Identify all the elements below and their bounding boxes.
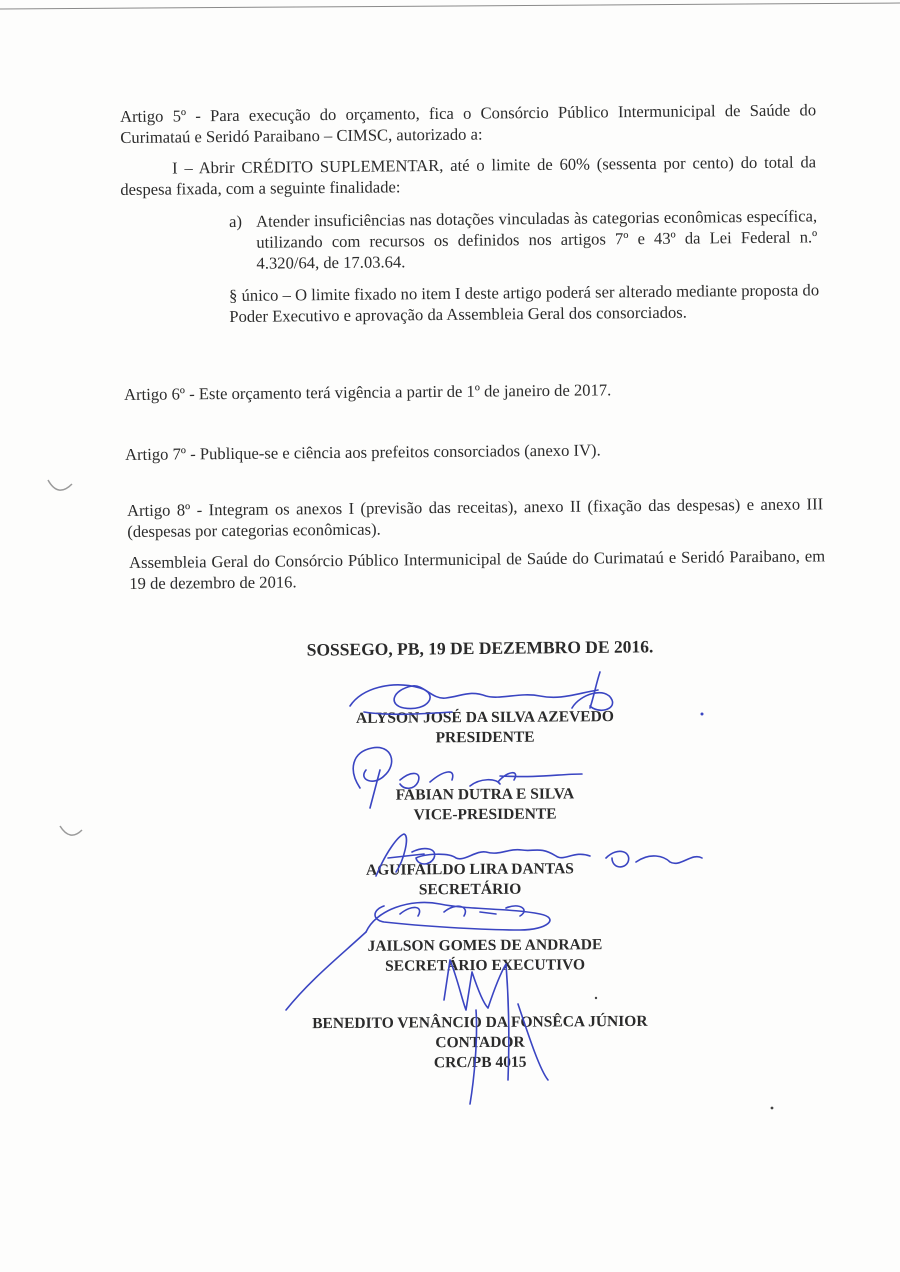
signatory-role: SECRETÁRIO EXECUTIVO: [385, 956, 586, 975]
signatory-role: VICE-PRESIDENTE: [413, 805, 557, 824]
signatory-name: ALYSON JOSÉ DA SILVA AZEVEDO: [355, 708, 614, 727]
signature-block-president: [320, 707, 650, 749]
signature-block-vice-president: [320, 784, 650, 826]
signature-president: [350, 672, 613, 710]
signatory-role: CONTADOR: [435, 1033, 525, 1052]
ink-dot: [771, 1107, 774, 1110]
artigo-5-intro: Artigo 5º - Para execução do orçamento, fica o Consórcio Público Intermunicipal de Saúde do Curimataú e Seridó Paraibano – CIMSC, autorizado a:: [120, 100, 817, 147]
signatory-name: AGUIFAILDO LIRA DANTAS: [365, 860, 574, 879]
signatory-name: JAILSON GOMES DE ANDRADE: [367, 936, 603, 955]
assembleia-closing: Assembleia Geral do Consórcio Público Intermunicipal de Saúde do Curimataú e Seridó Paraibano, em 19 de dezembro de 2016.: [129, 546, 826, 593]
ink-dot: [595, 997, 597, 999]
signatory-name: FABIAN DUTRA E SILVA: [395, 785, 575, 804]
signature-block-executive-secretary: [290, 935, 680, 978]
item-a-marker: a): [229, 211, 243, 231]
item-a-text: Atender insuficiências nas dotações vinculadas às categorias econômicas específica, utilizando com recursos os definidos nos artigos 7º e 43º da Lei Federal n.º 4.320/64, de 17.03.64.: [256, 206, 818, 273]
signature-executive-secretary: [366, 902, 550, 932]
item-a: [229, 205, 818, 274]
signatory-role: PRESIDENTE: [435, 728, 535, 747]
artigo-7: Artigo 7º - Publique-se e ciência aos prefeitos consorciados (anexo IV).: [125, 440, 601, 464]
page-top-edge-line: [0, 0, 900, 14]
signature-block-secretary: [305, 859, 635, 901]
signatory-role: SECRETÁRIO: [418, 880, 522, 899]
artigo-5-item-i: I – Abrir CRÉDITO SUPLEMENTAR, até o limite de 60% (sessenta por cento) do total da despesa fixada, com a seguinte finalidade:: [120, 152, 817, 199]
punch-hole-mark: [48, 480, 72, 490]
punch-hole-mark: [60, 826, 82, 835]
signatory-registration: CRC/PB 4015: [433, 1053, 527, 1072]
signatory-name: BENEDITO VENÂNCIO DA FONSÊCA JÚNIOR: [312, 1012, 648, 1033]
artigo-6: Artigo 6º - Este orçamento terá vigência a partir de 1º de janeiro de 2017.: [124, 380, 612, 404]
paragrafo-unico: § único – O limite fixado no item I deste artigo poderá ser alterado mediante proposta do Poder Executivo e aprovação da Assembleia Geral dos consorciados.: [229, 280, 820, 326]
place-and-date: SOSSEGO, PB, 19 DE DEZEMBRO DE 2016.: [306, 636, 654, 660]
ink-dot: [701, 713, 704, 716]
signature-block-accountant: [270, 1012, 690, 1075]
artigo-8: Artigo 8º - Integram os anexos I (previsão das receitas), anexo II (fixação das despesas) e anexo III (despesas por categorias econômicas).: [127, 494, 824, 541]
